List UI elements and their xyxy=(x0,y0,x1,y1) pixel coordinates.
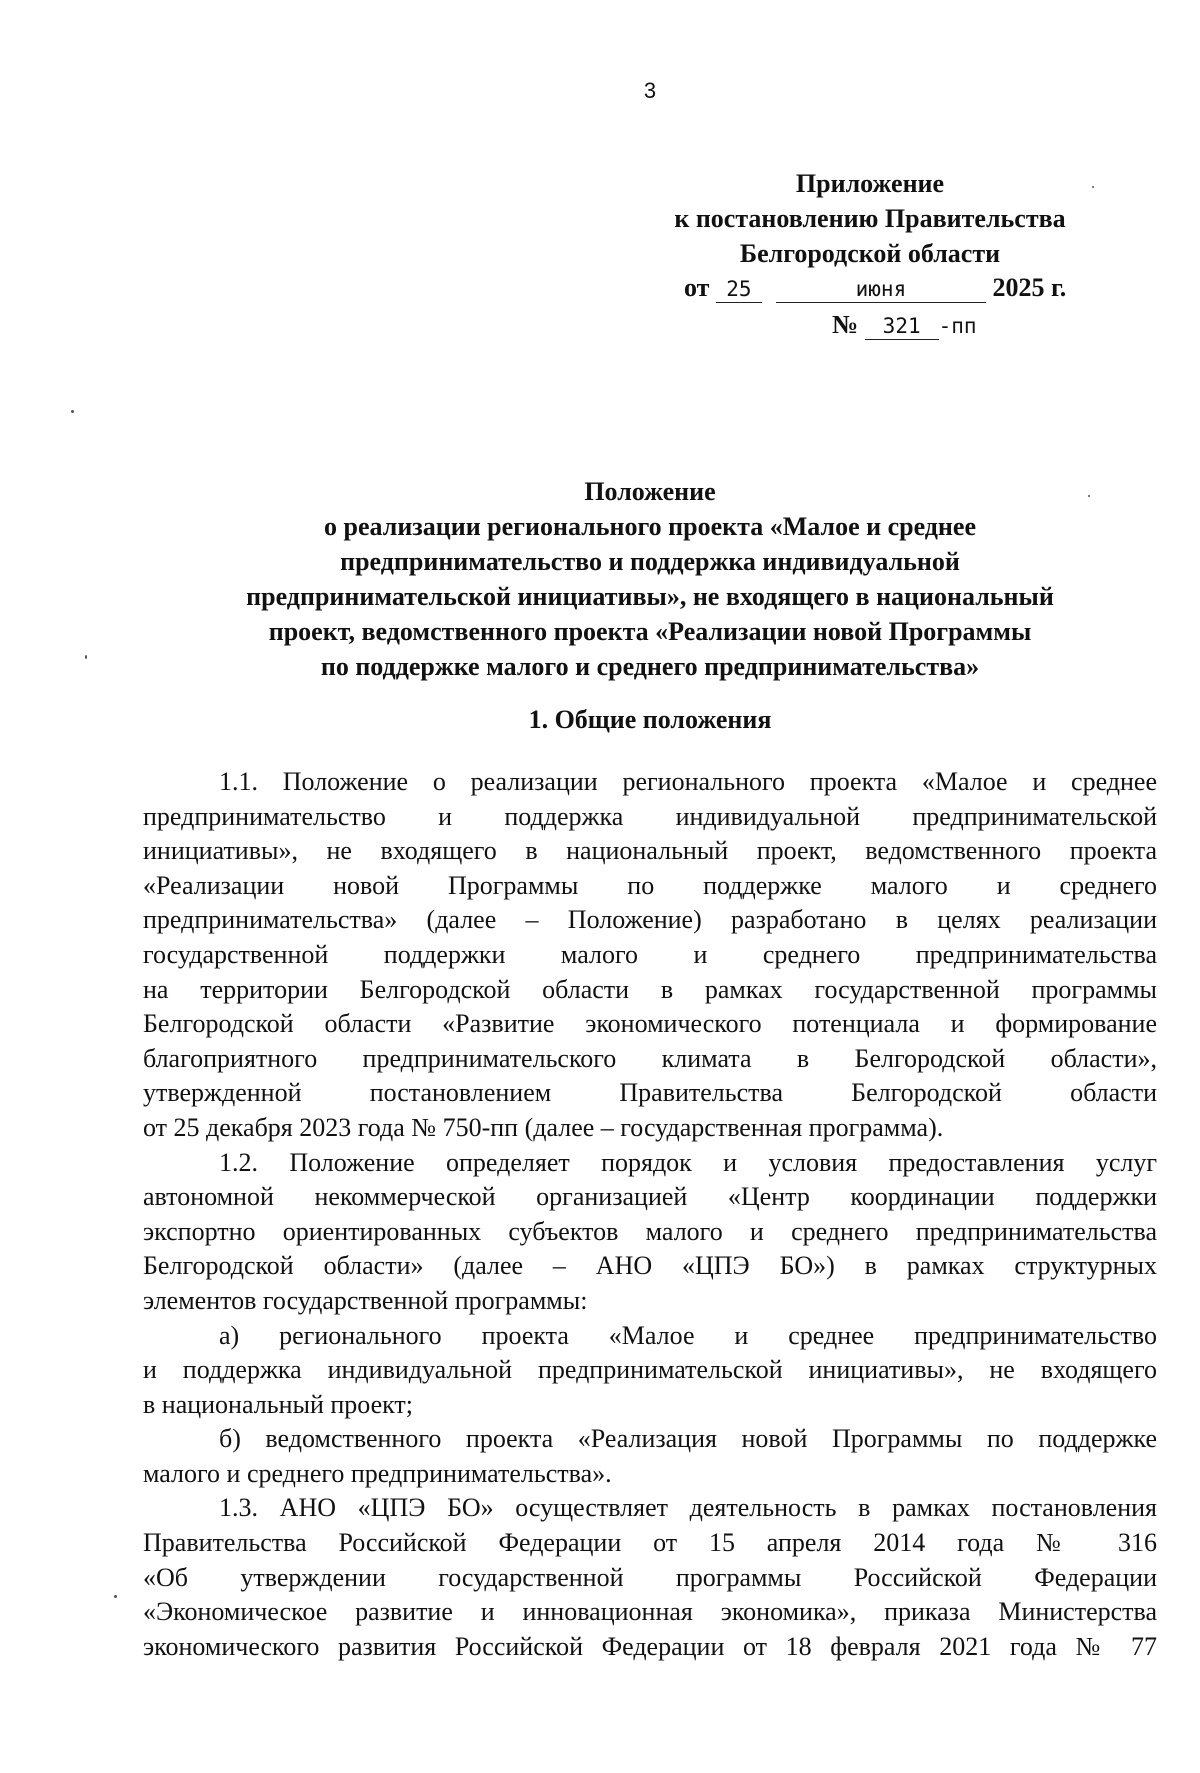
body-line: экспортно ориентированных субъектов малого и среднего предпринимательства xyxy=(143,1216,1157,1246)
body-line: «Реализации новой Программы по поддержке малого и среднего xyxy=(143,870,1157,900)
title-line: Положение xyxy=(584,477,716,506)
body-line: утвержденной постановлением Правительства Белгородской области xyxy=(143,1078,1157,1108)
body-line: 1.2. Положение определяет порядок и условия предоставления услуг xyxy=(219,1147,1157,1177)
body-line: и поддержка индивидуальной предпринимательской инициативы», не входящего xyxy=(143,1355,1157,1385)
scan-speck xyxy=(1088,495,1090,497)
appendix-line: Приложение xyxy=(795,169,945,198)
body-line: в национальный проект; xyxy=(143,1389,414,1419)
body-line: на территории Белгородской области в рамках государственной программы xyxy=(143,974,1157,1004)
page-number: 3 xyxy=(643,78,657,103)
appendix-line: к постановлению Правительства xyxy=(674,204,1066,233)
number-suffix: -пп xyxy=(938,314,977,338)
appendix-header xyxy=(640,166,1100,271)
body-text xyxy=(143,765,1157,1664)
body-line: а) регионального проекта «Малое и среднее предпринимательство xyxy=(219,1320,1157,1350)
body-line: государственной поддержки малого и среднего предпринимательства xyxy=(143,939,1157,969)
body-line: «Экономическое развитие и инновационная экономика», приказа Министерства xyxy=(143,1597,1157,1627)
body-line: элементов государственной программы: xyxy=(143,1285,588,1315)
body-line: экономического развития Российской Федерации от 18 февраля 2021 года № 77 xyxy=(143,1631,1157,1661)
appendix-line: Белгородской области xyxy=(739,239,1001,268)
title-line: о реализации регионального проекта «Малое и среднее xyxy=(324,512,976,541)
body-line: автономной некоммерческой организацией «Центр координации поддержки xyxy=(143,1182,1157,1212)
date-year: 2025 г. xyxy=(992,273,1067,302)
number-value: 321 xyxy=(865,313,939,340)
body-line: инициативы», не входящего в национальный проект, ведомственного проекта xyxy=(143,836,1157,866)
body-line: Белгородской области «Развитие экономического потенциала и формирование xyxy=(143,1009,1157,1039)
body-line: благоприятного предпринимательского климата в Белгородской области», xyxy=(143,1043,1157,1073)
decree-date xyxy=(684,273,1066,303)
decree-number xyxy=(832,310,977,340)
scan-speck xyxy=(85,655,87,659)
body-line: малого и среднего предпринимательства». xyxy=(143,1458,612,1488)
scan-speck xyxy=(114,1595,117,1598)
number-prefix: № xyxy=(832,310,859,339)
title-line: проект, ведомственного проекта «Реализации новой Программы xyxy=(268,617,1032,646)
body-line: предпринимательства» (далее – Положение) разработано в целях реализации xyxy=(143,905,1157,935)
body-line: б) ведомственного проекта «Реализация новой Программы по поддержке xyxy=(219,1424,1157,1454)
title-line: предпринимательство и поддержка индивидуальной xyxy=(340,547,960,576)
body-line: 1.1. Положение о реализации регионального проекта «Малое и среднее xyxy=(219,767,1157,796)
section-heading: 1. Общие положения xyxy=(528,705,772,734)
scan-speck xyxy=(1092,186,1094,188)
body-line: предпринимательство и поддержка индивидуальной предпринимательской xyxy=(143,801,1157,831)
body-line: «Об утверждении государственной программы Российской Федерации xyxy=(143,1562,1157,1592)
scan-speck xyxy=(71,410,74,413)
date-prefix: от xyxy=(684,273,710,302)
body-line: от 25 декабря 2023 года № 750-пп (далее – государственная программа). xyxy=(143,1112,944,1142)
date-month: июня xyxy=(776,276,986,303)
document-title xyxy=(140,474,1160,684)
body-line: 1.3. АНО «ЦПЭ БО» осуществляет деятельность в рамках постановления xyxy=(219,1493,1157,1523)
date-day: 25 xyxy=(716,276,762,303)
title-line: по поддержке малого и среднего предпринимательства» xyxy=(320,652,980,681)
body-line: Белгородской области» (далее – АНО «ЦПЭ БО») в рамках структурных xyxy=(143,1251,1157,1281)
body-line: Правительства Российской Федерации от 15 апреля 2014 года № 316 xyxy=(143,1528,1157,1558)
title-line: предпринимательской инициативы», не входящего в национальный xyxy=(246,582,1054,611)
